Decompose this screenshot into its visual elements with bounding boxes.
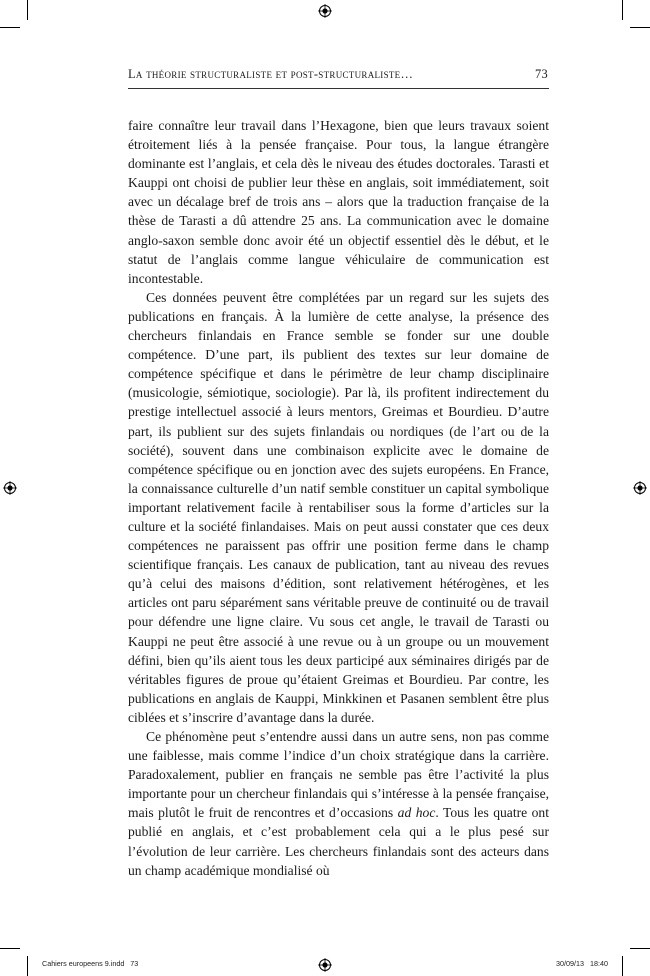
page-number: 73 — [535, 67, 548, 81]
running-head-title: La théorie structuraliste et post-structuraliste… — [128, 67, 414, 81]
paragraph-3 — [128, 727, 549, 880]
crop-mark-bottom-right-horizontal — [630, 948, 650, 949]
crop-mark-top-right-horizontal — [630, 27, 650, 28]
paragraph-3-text-b: . Tous les quatre ont publié en anglais, et c’est probablement cela qui a le plus pesé sur l’évolution de leur carrière. Les chercheurs finlandais sont des acteurs dans un champ académique mondialisé où — [128, 805, 550, 878]
crop-mark-bottom-left-vertical — [27, 956, 28, 976]
paragraph-3-italic-term: ad hoc — [397, 805, 436, 821]
slug-filename: Cahiers europeens 9.indd 73 — [42, 959, 139, 968]
crop-mark-bottom-right-vertical — [622, 956, 623, 976]
slug-date-time: 30/09/13 18:40 — [556, 959, 608, 968]
registration-mark-top-icon — [318, 4, 332, 18]
crop-mark-top-right-vertical — [622, 0, 623, 20]
body-text — [128, 116, 549, 880]
crop-mark-bottom-left-horizontal — [0, 948, 20, 949]
paragraph-3-text-a: Ce phénomène peut s’entendre aussi dans un autre sens, non pas comme une faiblesse, mais comme l’indice d’un choix stratégique dans la carrière. Paradoxalement, publier en français ne semble pas être l’activité la plus importante pour un chercheur finlandais qui s’intéresse à la pensée française, mais plutôt le fruit de rencontres et d’occasions — [128, 729, 549, 821]
running-head — [128, 67, 548, 87]
registration-mark-left-icon — [3, 481, 17, 495]
crop-mark-top-left-horizontal — [0, 27, 20, 28]
paragraph-1: faire connaître leur travail dans l’Hexagone, bien que leurs travaux soient étroitement liés à la pensée française. Pour tous, la langue étrangère dominante est l’anglais, et cela dès le niveau des études doctorales. Tarasti et Kauppi ont choisi de publier leur thèse en anglais, soit immédiatement, soit avec un décalage bref de trois ans – alors que la traduction française de la thèse de Tarasti a dû attendre 25 ans. La communication avec le domaine anglo-saxon semble donc avoir été un objectif essentiel dès le début, et le statut de l’anglais comme langue véhiculaire de communication est incontestable. — [128, 118, 549, 286]
crop-mark-top-left-vertical — [27, 0, 28, 20]
registration-mark-right-icon — [633, 481, 647, 495]
registration-mark-bottom-icon — [318, 958, 332, 972]
paragraph-2: Ces données peuvent être complétées par un regard sur les sujets des publications en français. À la lumière de cette analyse, la présence des chercheurs finlandais en France semble se fonder sur une double compétence. D’une part, ils publient des textes sur leur domaine de compétence spécifique et dans le périmètre de leur champ disciplinaire (musicologie, sémiotique, sociologie). Par là, ils profitent indirectement du prestige intellectuel associé à leurs mentors, Greimas et Bourdieu. D’autre part, ils publient sur des sujets finlandais ou nordiques (de l’art ou de la société), souvent dans une combinaison explicite avec le domaine de compétence spécifique ou en jonction avec des sujets européens. En France, la connaissance culturelle d’un natif semble constituer un capital symbolique important relativement facile à rentabiliser sous la forme d’articles sur la culture et la société finlandaises. Mais on peut aussi constater que ces deux compétences ne paraissent pas offrir une position ferme dans le champ scientifique français. Les canaux de publication, tant au niveau des revues qu’à celui des maisons d’édition, sont relativement hétérogènes, et les articles ont paru séparément sans véritable preuve de continuité ou de travail pour défendre une ligne claire. Vu sous cet angle, le travail de Tarasti ou Kauppi ne peut être associé à une revue ou à un groupe ou un mouvement défini, bien qu’ils aient tous les deux participé aux séminaires dirigés par de véritables figures de proue qu’étaient Greimas et Bourdieu. Par contre, les publications en anglais de Kauppi, Minkkinen et Pasanen semblent être plus ciblées et s’inscrire d’avantage dans la durée. — [128, 289, 549, 725]
header-rule — [128, 88, 549, 89]
